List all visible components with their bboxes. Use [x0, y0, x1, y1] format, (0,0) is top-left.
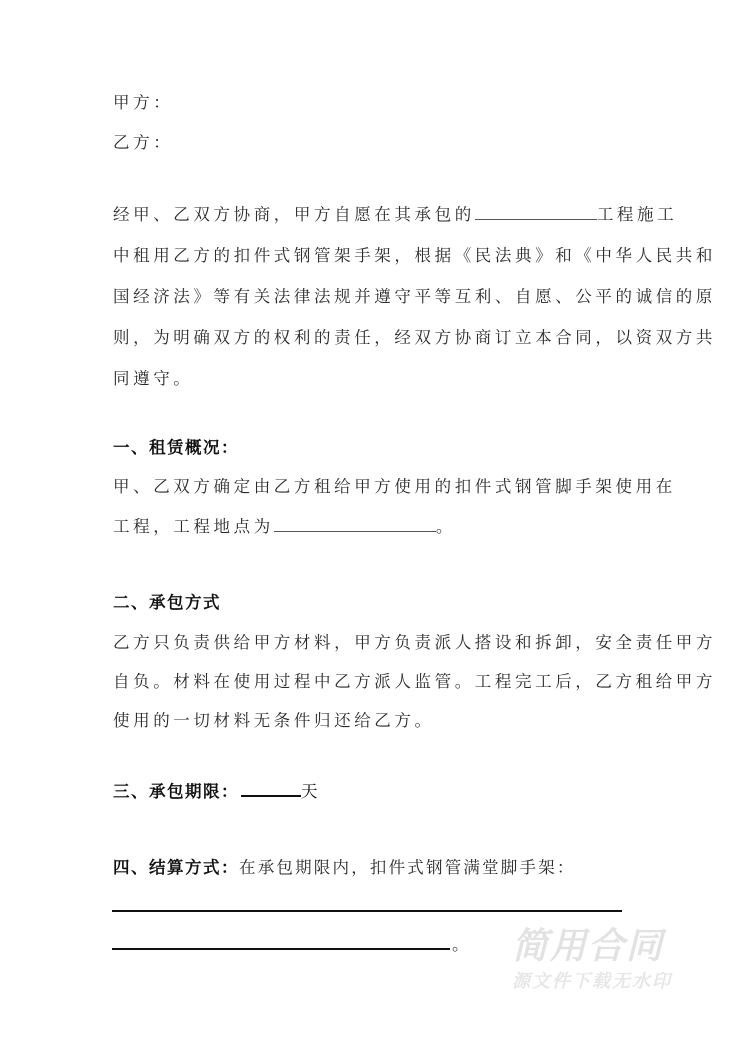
section-4-heading: 四、结算方式： — [113, 858, 239, 877]
settlement-blank-line-1[interactable] — [112, 910, 622, 912]
preamble-text: 工程施工 — [596, 205, 678, 224]
watermark-title: 简用合同 — [512, 926, 665, 967]
watermark-subtitle: 源文件下载无水印 — [512, 971, 672, 992]
section-2-line-3: 使用的一切材料无条件归还给乙方。 — [113, 711, 435, 730]
preamble-line-5: 同遵守。 — [113, 369, 194, 388]
preamble-text: 经甲、乙双方协商，甲方自愿在其承包的 — [113, 205, 475, 224]
section-2-heading: 二、承包方式 — [113, 593, 221, 612]
section-1-line-1: 甲、乙双方确定由乙方租给甲方使用的扣件式钢管脚手架使用在 — [113, 477, 676, 496]
term-days-blank[interactable] — [241, 794, 301, 797]
settlement-blank-line-2[interactable] — [112, 948, 450, 950]
section-4-text: 在承包期限内，扣件式钢管满堂脚手架： — [239, 858, 576, 877]
section-2-line-2: 自负。材料在使用过程中乙方派人监管。工程完工后，乙方租给甲方 — [113, 672, 716, 691]
party-a-label: 甲方： — [113, 93, 174, 112]
settlement-end-mark: 。 — [452, 935, 473, 954]
section-1-heading: 一、租赁概况： — [113, 438, 239, 457]
section-4-line — [113, 857, 576, 879]
section-3-line — [113, 781, 319, 803]
preamble-line-4: 则，为明确双方的权利的责任，经双方协商订立本合同，以资双方共 — [113, 328, 716, 347]
section-1-text: 。 — [435, 517, 456, 536]
preamble-line-2: 中租用乙方的扣件式钢管架手架，根据《民法典》和《中华人民共和 — [113, 246, 716, 265]
days-unit: 天 — [301, 782, 319, 801]
section-1-line-2 — [113, 516, 456, 538]
project-location-blank[interactable] — [274, 530, 436, 532]
project-name-blank[interactable] — [475, 218, 597, 220]
preamble-line-1 — [113, 204, 677, 226]
section-2-line-1: 乙方只负责供给甲方材料，甲方负责派人搭设和拆卸，安全责任甲方 — [113, 633, 716, 652]
section-1-text: 工程，工程地点为 — [113, 517, 274, 536]
preamble-line-3: 国经济法》等有关法律法规并遵守平等互利、自愿、公平的诚信的原 — [113, 287, 716, 306]
section-3-heading: 三、承包期限： — [113, 782, 239, 801]
party-b-label: 乙方： — [113, 133, 174, 152]
